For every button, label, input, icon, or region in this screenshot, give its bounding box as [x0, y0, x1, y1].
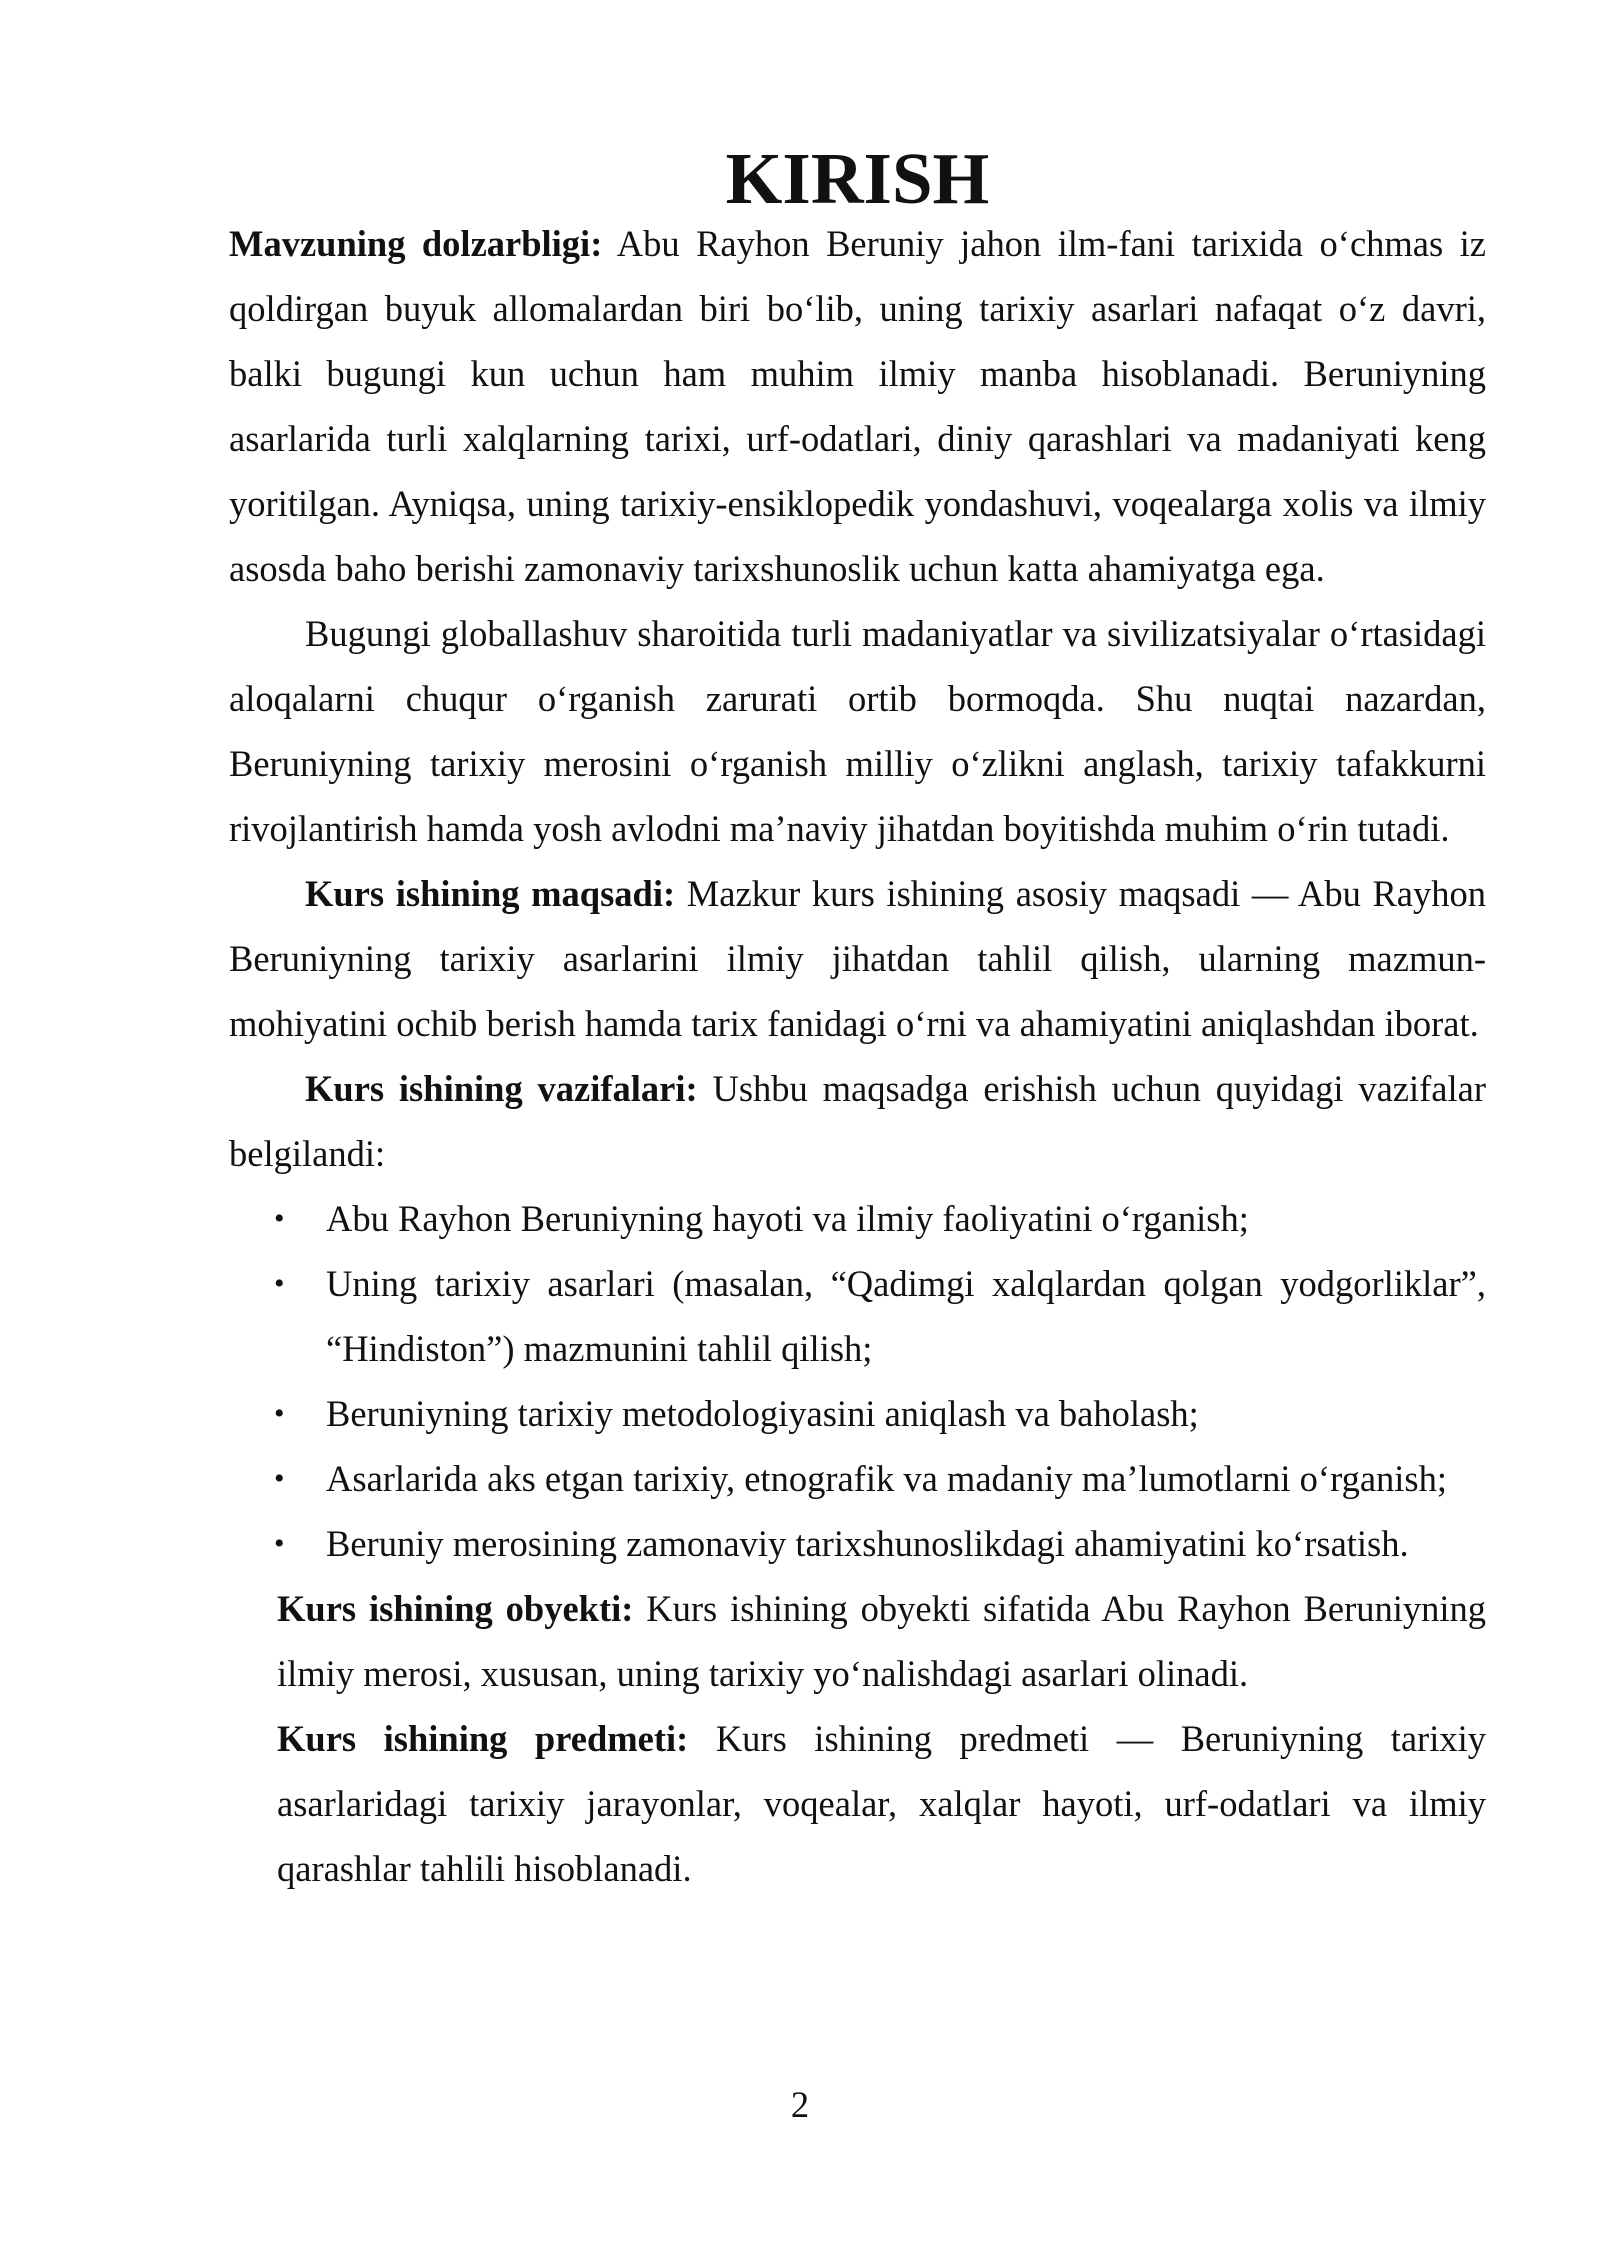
list-item	[274, 1446, 1486, 1511]
tasks-list	[229, 1186, 1486, 1576]
document-page	[229, 138, 1487, 1901]
goal-text: Mazkur kurs ishining asosiy maqsadi — Abu Rayhon Beruniyning tarixiy asarlarini ilmiy jihatdan tahlil qilish, ularning mazmun-mohiyatini ochib berish hamda tarix fanidagi o‘rni va ahamiyatini aniqlashdan iborat.	[229, 873, 1487, 1044]
relevance-label: Mavzuning dolzarbligi:	[229, 223, 603, 264]
list-item-text: Uning tarixiy asarlari (masalan, “Qadimgi xalqlardan qolgan yodgorliklar”, “Hindiston”) mazmunini tahlil qilish;	[326, 1263, 1486, 1369]
object-text: Kurs ishining obyekti sifatida Abu Rayhon Beruniyning ilmiy merosi, xususan, uning tarixiy yo‘nalishdagi asarlari olinadi.	[277, 1588, 1486, 1694]
relevance-text: Abu Rayhon Beruniy jahon ilm-fani tarixida o‘chmas iz qoldirgan buyuk allomalardan biri bo‘lib, uning tarixiy asarlari nafaqat o‘z davri, balki bugungi kun uchun ham muhim ilmiy manba hisoblanadi. Beruniyning asarlarida turli xalqlarning tarixi, urf-odatlari, diniy qarashlari va madaniyati keng yoritilgan. Ayniqsa, uning tarixiy-ensiklopedik yondashuvi, voqealarga xolis va ilmiy asosda baho berishi zamonaviy tarixshunoslik uchun katta ahamiyatga ega.	[229, 223, 1486, 589]
relevance-paragraph	[229, 211, 1486, 601]
list-item-text: Abu Rayhon Beruniyning hayoti va ilmiy faoliyatini o‘rganish;	[326, 1198, 1249, 1239]
tasks-paragraph	[229, 1056, 1486, 1186]
page-number: 2	[790, 2084, 810, 2125]
object-paragraph	[277, 1576, 1486, 1706]
bullet-icon: •	[274, 1397, 285, 1430]
bullet-icon: •	[274, 1462, 285, 1495]
list-item-text: Asarlarida aks etgan tarixiy, etnografik va madaniy ma’lumotlarni o‘rganish;	[326, 1458, 1448, 1499]
subject-paragraph	[277, 1706, 1486, 1901]
list-item	[274, 1381, 1486, 1446]
bullet-icon: •	[274, 1267, 285, 1300]
bullet-icon: •	[274, 1527, 285, 1560]
tasks-text: Ushbu maqsadga erishish uchun quyidagi vazifalar belgilandi:	[229, 1068, 1486, 1174]
goal-label: Kurs ishining maqsadi:	[305, 873, 676, 914]
object-label: Kurs ishining obyekti:	[277, 1588, 634, 1629]
subject-label: Kurs ishining predmeti:	[277, 1718, 689, 1759]
globalization-paragraph: Bugungi globallashuv sharoitida turli madaniyatlar va sivilizatsiyalar o‘rtasidagi aloqalarni chuqur o‘rganish zarurati ortib bormoqda. Shu nuqtai nazardan, Beruniyning tarixiy merosini o‘rganish milliy o‘zlikni anglash, tarixiy tafakkurni rivojlantirish hamda yosh avlodni ma’naviy jihatdan boyitishda muhim o‘rin tutadi.	[229, 613, 1486, 849]
goal-paragraph	[229, 861, 1486, 1056]
tasks-label: Kurs ishining vazifalari:	[305, 1068, 698, 1109]
page-title: KIRISH	[725, 138, 990, 219]
list-item	[274, 1251, 1486, 1381]
list-item	[274, 1186, 1486, 1251]
list-item-text: Beruniyning tarixiy metodologiyasini aniqlash va baholash;	[326, 1393, 1199, 1434]
subject-text: Kurs ishining predmeti — Beruniyning tarixiy asarlaridagi tarixiy jarayonlar, voqealar, xalqlar hayoti, urf-odatlari va ilmiy qarashlar tahlili hisoblanadi.	[277, 1718, 1486, 1889]
list-item-text: Beruniy merosining zamonaviy tarixshunoslikdagi ahamiyatini ko‘rsatish.	[326, 1523, 1409, 1564]
bullet-icon: •	[274, 1202, 285, 1235]
list-item	[274, 1511, 1486, 1576]
